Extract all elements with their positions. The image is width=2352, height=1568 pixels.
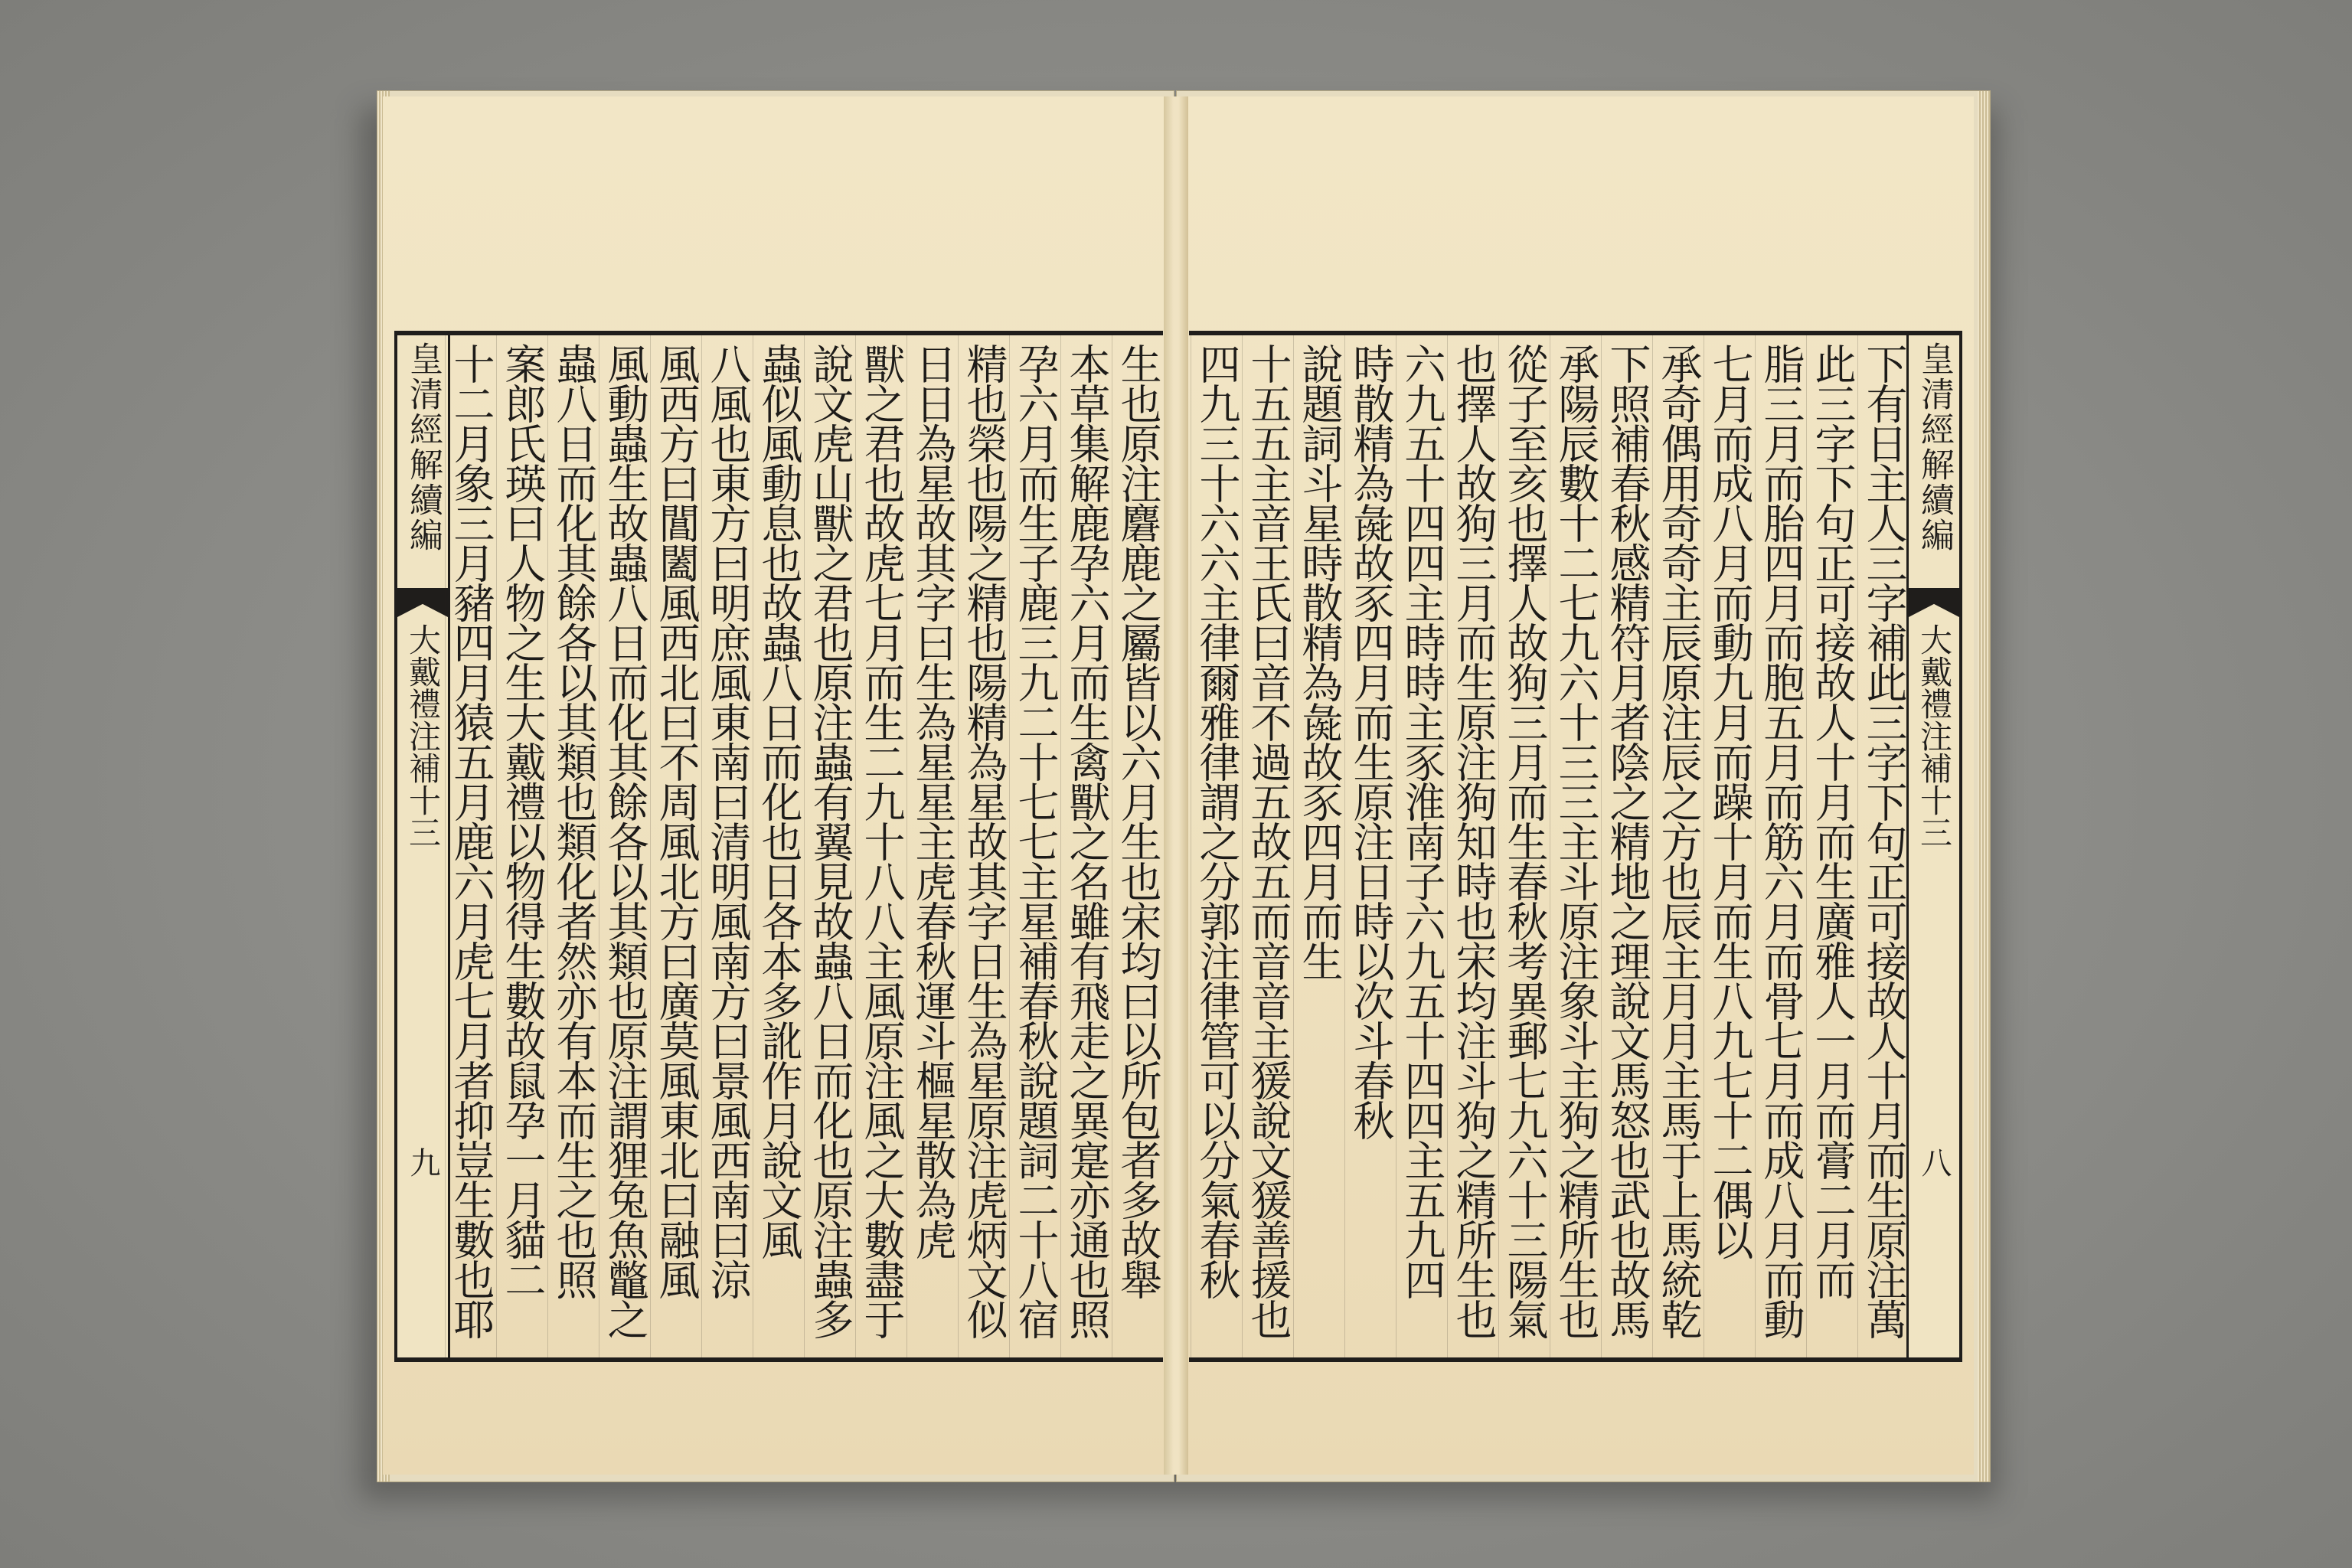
- text-column: 本草集解鹿孕六月而生禽獸之名雖有飛走之異寔亦通也照: [1060, 335, 1112, 1357]
- text-column: 此三字下句正可接故人十月而生廣雅人一月而膏二月而: [1806, 335, 1857, 1357]
- left-text-area: [448, 335, 1163, 1357]
- text-column: 承奇偶用奇奇主辰原注辰之方也辰主月月主馬于上馬統乾: [1652, 335, 1704, 1357]
- text-column: 生也原注麏鹿之屬皆以六月生也宋均曰以所包者多故舉: [1112, 335, 1163, 1357]
- right-page-edge: [1978, 91, 1990, 1481]
- text-column: 也擇人故狗三月而生原注狗知時也宋均注斗狗之精所生也: [1447, 335, 1498, 1357]
- text-column: 時散精為彘故豕四月而生原注日時以次斗春秋: [1344, 335, 1396, 1357]
- text-column: 十二月象三月豬四月猿五月鹿六月虎七月者抑豈生數也耶: [445, 335, 496, 1357]
- right-banxin-title: 皇清經解續編: [1915, 341, 1954, 553]
- text-column: 六九五十四四主時時主豕淮南子六九五十四四主五九四: [1396, 335, 1447, 1357]
- text-column: 說文虎山獸之君也原注蟲有翼見故蟲八日而化也原注蟲多: [804, 335, 855, 1357]
- text-column: 四九三十六六主律爾雅律謂之分郭注律管可以分氣春秋: [1191, 335, 1242, 1357]
- left-banxin-title: 皇清經解續編: [403, 341, 443, 553]
- text-column: 案郎氏瑛曰人物之生大戴禮以物得生數故鼠孕一月貓二: [496, 335, 547, 1357]
- right-page-number: 八: [1916, 1147, 1952, 1178]
- left-banxin: [397, 335, 450, 1357]
- text-column: 風西方曰閶闔風西北曰不周風北方曰廣莫風東北曰融風: [650, 335, 701, 1357]
- text-column: 獸之君也故虎七月而生二九十八八主風原注風之大數盡于: [855, 335, 906, 1357]
- left-page-text-frame: [394, 331, 1163, 1362]
- right-page-text-frame: [1189, 331, 1962, 1362]
- right-text-area: [1189, 335, 1909, 1357]
- left-banxin-subtitle: 大戴禮注補十三: [404, 623, 442, 848]
- text-column: 下有日主人三字補此三字下句正可接故人十月而生原注萬: [1857, 335, 1909, 1357]
- text-column: 承陽辰數十二七九六十三三主斗原注象斗主狗之精所生也: [1550, 335, 1601, 1357]
- right-banxin: [1906, 335, 1959, 1357]
- text-column: 七月而成八月而動九月而躁十月而生八九七十二偶以: [1704, 335, 1755, 1357]
- text-column: 精也榮也陽之精也陽精為星故其字日生為星原注虎炳文似: [958, 335, 1009, 1357]
- text-column: 下照補春秋感精符月者陰之精地之理說文馬怒也武也故馬: [1601, 335, 1652, 1357]
- right-banxin-subtitle: 大戴禮注補十三: [1916, 623, 1953, 848]
- text-column: 蟲八日而化其餘各以其類也類化者然亦有本而生之也照: [547, 335, 599, 1357]
- text-column: 日日為星故其字曰生為星星主虎春秋運斗樞星散為虎: [906, 335, 958, 1357]
- fishtail-mark: [397, 588, 448, 617]
- text-column: 八風也東方曰明庶風東南曰清明風南方曰景風西南曰涼: [701, 335, 753, 1357]
- text-column: 蟲似風動息也故蟲八日而化也日各本多訛作月說文風: [753, 335, 804, 1357]
- text-column: 從子至亥也擇人故狗三月而生春秋考異郵七九六十三陽氣: [1498, 335, 1550, 1357]
- text-column: 孕六月而生子鹿三九二十七七主星補春秋說題詞二十八宿: [1009, 335, 1060, 1357]
- fishtail-mark: [1909, 588, 1959, 617]
- left-page-number: 九: [405, 1147, 440, 1178]
- book-gutter: [1164, 96, 1188, 1475]
- text-column: 風動蟲生故蟲八日而化其餘各以其類也原注謂狸兔魚鼈之: [599, 335, 650, 1357]
- text-column: 脂三月而胎四月而胞五月而筋六月而骨七月而成八月而動: [1755, 335, 1806, 1357]
- text-column: 十五五主音王氏曰音不過五故五而音音主猨說文猨善援也: [1242, 335, 1293, 1357]
- text-column: 說題詞斗星時散精為彘故豕四月而生: [1293, 335, 1344, 1357]
